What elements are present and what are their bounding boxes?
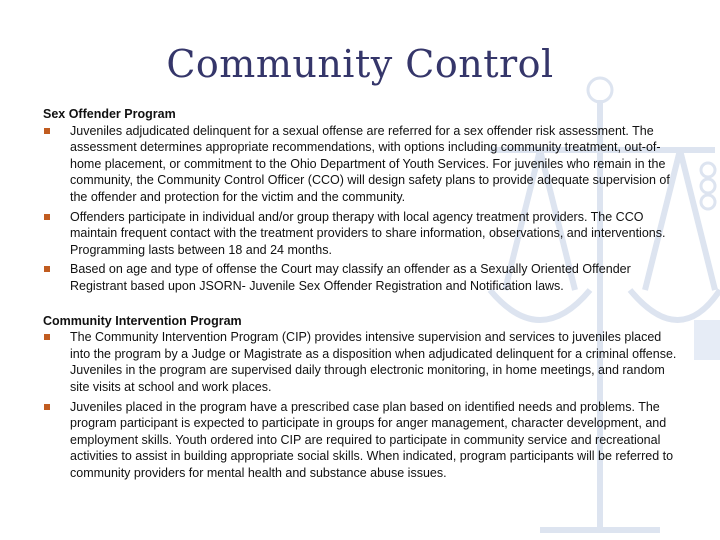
bullet-text: Juveniles adjudicated delinquent for a sexual offense are referred for a sex offender risk assessment. The assessment determines appropriate recommendations, with options including community treatment, out-of-home placement, or commitment to the Ohio Department of Youth Services. For juveniles who remain in the community, the Community Control Officer (CCO) will design safety plans to provide adequate supervision of the offender and protection for the victim and the community. <box>70 123 670 204</box>
section-community-intervention-program <box>43 313 683 482</box>
square-bullet-icon <box>44 404 50 410</box>
section-heading: Community Intervention Program <box>43 313 242 328</box>
bullet-list <box>43 123 683 295</box>
slide-body <box>43 106 683 484</box>
list-item <box>43 329 683 395</box>
square-bullet-icon <box>44 266 50 272</box>
square-bullet-icon <box>44 214 50 220</box>
bullet-text: Offenders participate in individual and/or group therapy with local agency treatment providers. The CCO maintain frequent contact with the treatment providers to share information, observations, and interventions. Programming lasts between 18 and 24 months. <box>70 209 666 257</box>
list-item <box>43 209 683 259</box>
square-bullet-icon <box>44 128 50 134</box>
section-heading: Sex Offender Program <box>43 107 176 121</box>
square-bullet-icon <box>44 334 50 340</box>
bullet-text: Based on age and type of offense the Court may classify an offender as a Sexually Oriented Offender Registrant based upon JSORN- Juvenile Sex Offender Registration and Notification laws. <box>70 262 631 293</box>
list-item <box>43 123 683 206</box>
bullet-list <box>43 329 683 481</box>
slide-title: Community Control <box>166 42 554 86</box>
list-item <box>43 261 683 294</box>
section-sex-offender-program <box>43 106 683 295</box>
bullet-text: Juveniles placed in the program have a prescribed case plan based on identified needs and problems. The program participant is expected to participate in groups for anger management, character development, and employment skills. Youth ordered into CIP are required to participate in community service and recreational activities to assist in building appropriate social skills. When indicated, program participants will be referred to community providers for mental health and substance abuse issues. <box>70 399 674 480</box>
bullet-text: The Community Intervention Program (CIP) provides intensive supervision and services to juveniles placed into the program by a Judge or Magistrate as a disposition when adjudicated delinquent for a criminal offense. Juveniles in the program are supervised daily through electronic monitoring, in home meetings, and random site visits at school and work places. <box>70 330 677 394</box>
list-item <box>43 399 683 482</box>
section-spacer <box>43 298 683 313</box>
